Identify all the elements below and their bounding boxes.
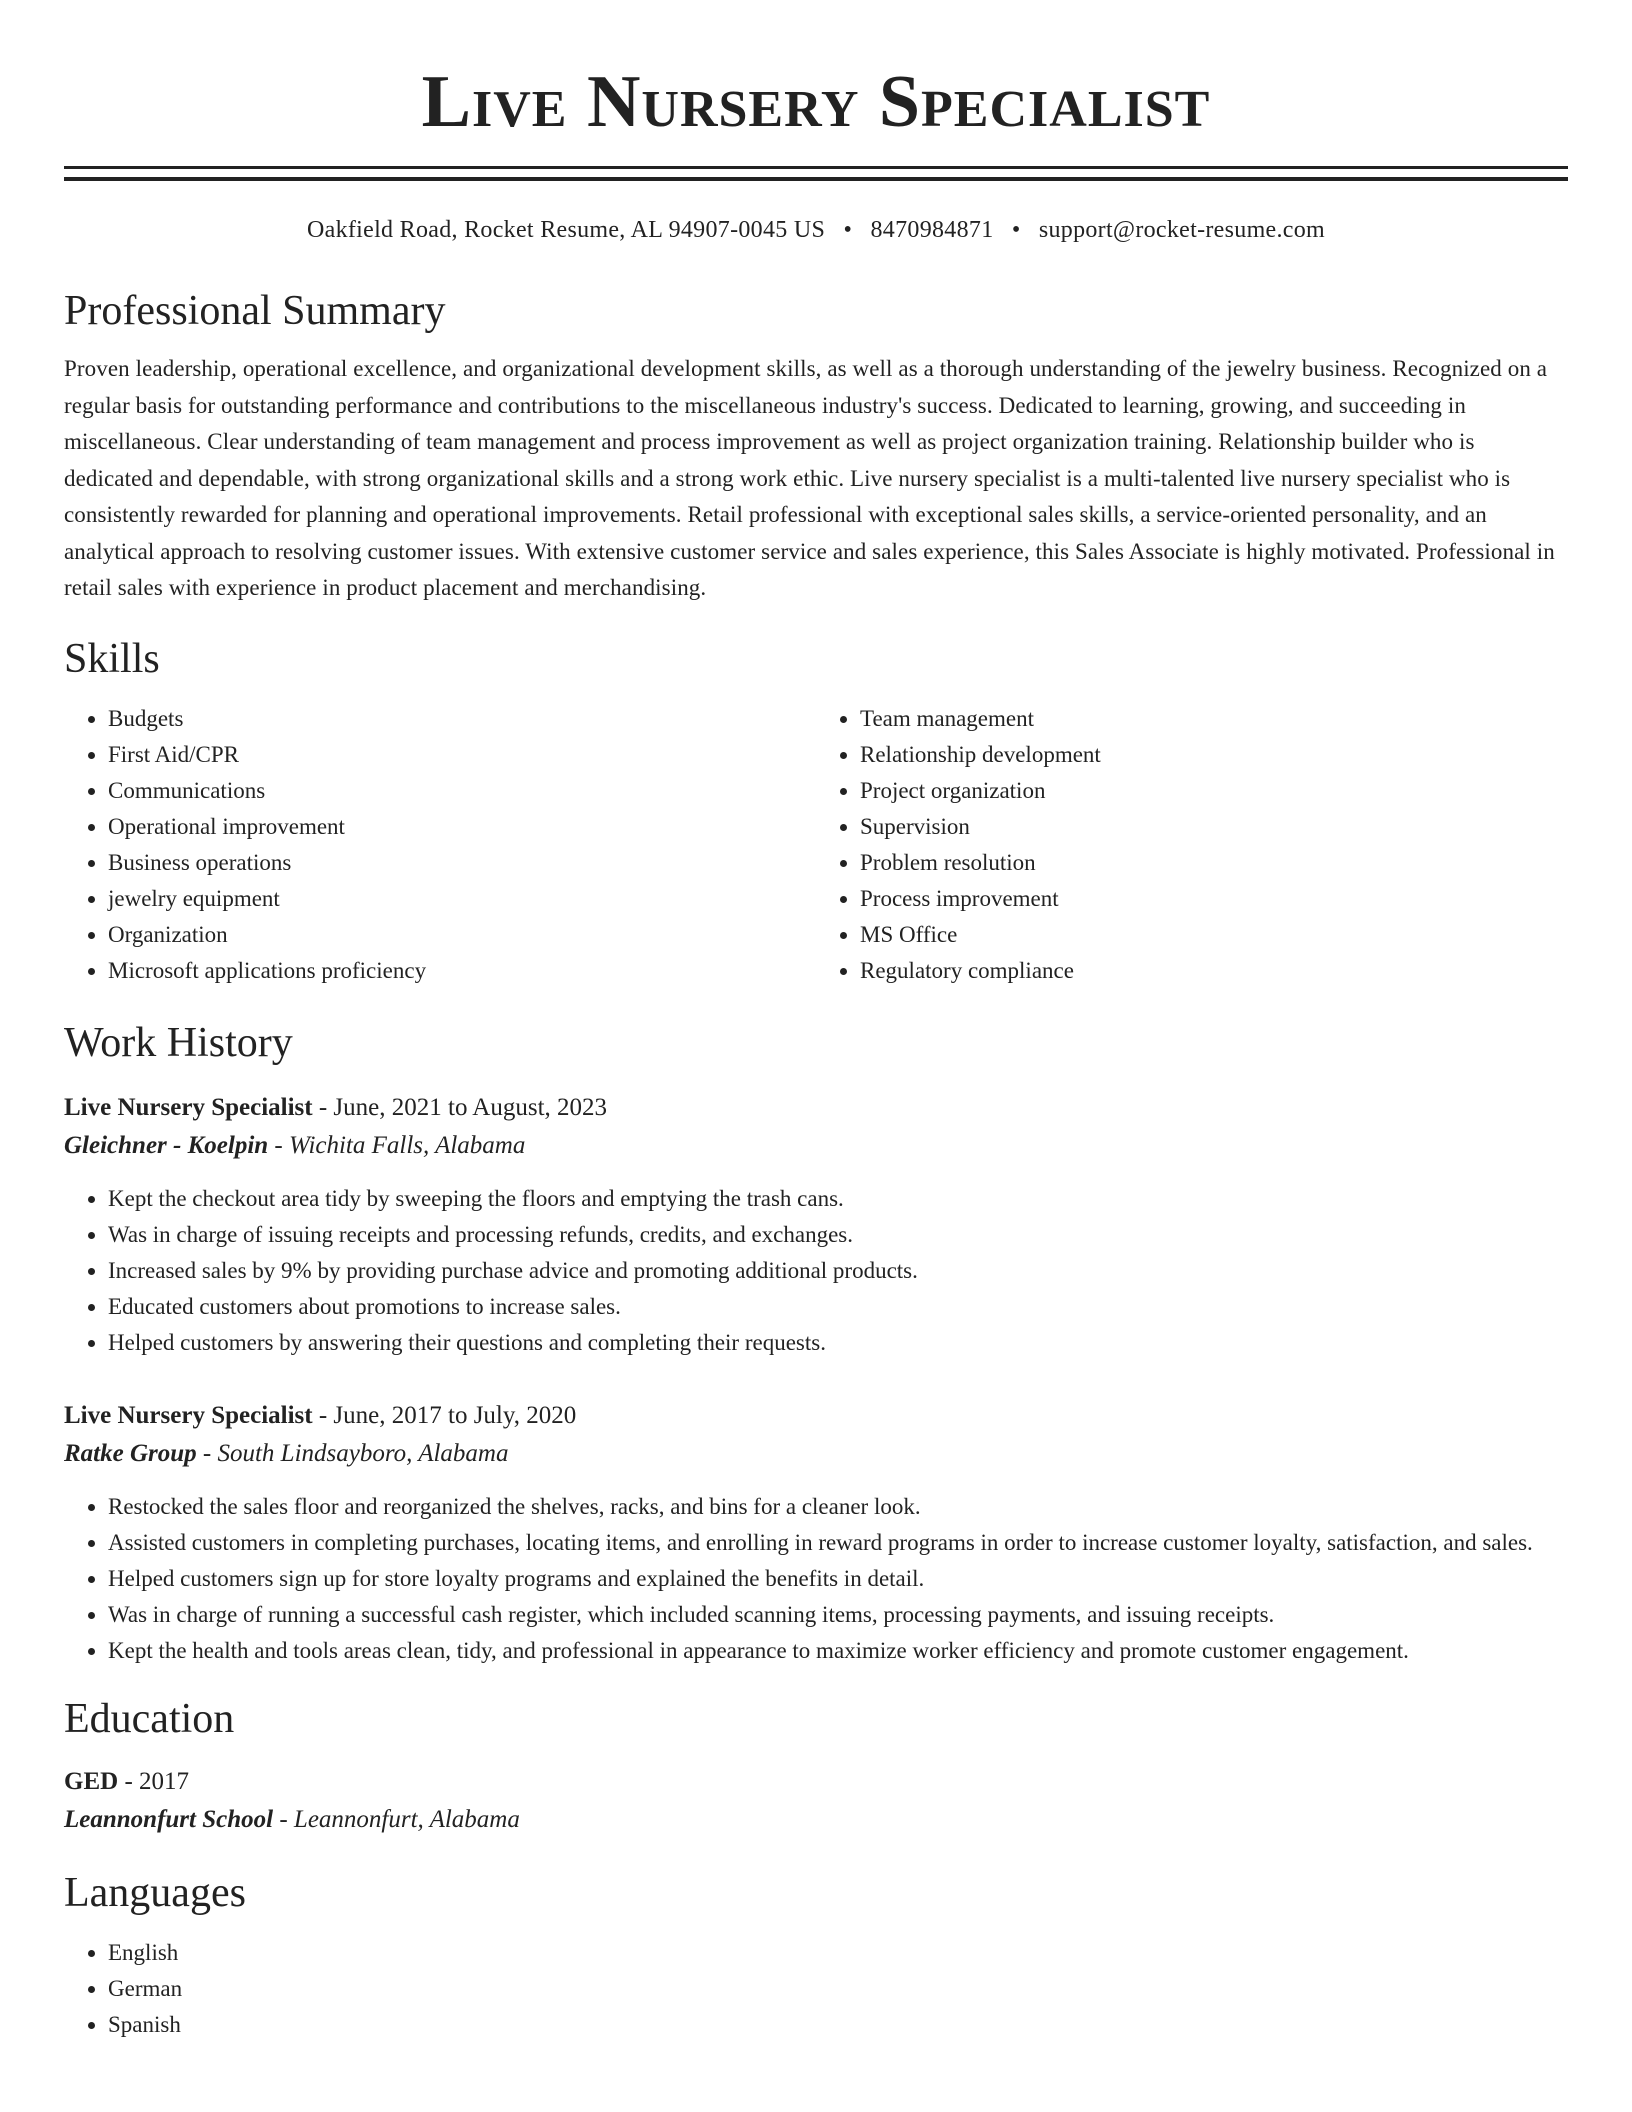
skill-item: • Process improvement bbox=[860, 881, 1568, 917]
job-duty: • Kept the checkout area tidy by sweeping the floors and emptying the trash cans. bbox=[108, 1181, 1568, 1217]
job-duty: • Kept the health and tools areas clean, tidy, and professional in appearance to maximize worker efficiency and promote customer engagement. bbox=[108, 1633, 1568, 1669]
job-duty: • Helped customers sign up for store loyalty programs and explained the benefits in detail. bbox=[108, 1561, 1568, 1597]
skill-item: • jewelry equipment bbox=[108, 881, 816, 917]
skill-item: • Supervision bbox=[860, 809, 1568, 845]
skill-item: • Communications bbox=[108, 773, 816, 809]
contact-separator: • bbox=[843, 217, 853, 243]
contact-phone: 8470984871 bbox=[870, 217, 994, 243]
job-duty: • Was in charge of issuing receipts and processing refunds, credits, and exchanges. bbox=[108, 1217, 1568, 1253]
skill-item: • Business operations bbox=[108, 845, 816, 881]
skill-item: • Microsoft applications proficiency bbox=[108, 953, 816, 989]
education-degree-line bbox=[64, 1763, 1568, 1801]
job-role: Live Nursery Specialist bbox=[64, 1093, 313, 1121]
job-company-line bbox=[64, 1127, 1568, 1165]
skills-heading: Skills bbox=[64, 635, 160, 682]
header-divider bbox=[64, 166, 1568, 181]
skill-item: • Team management bbox=[860, 701, 1568, 737]
skill-item: • MS Office bbox=[860, 917, 1568, 953]
job-title-line bbox=[64, 1089, 1568, 1127]
job-company-line bbox=[64, 1435, 1568, 1473]
skill-item: • Budgets bbox=[108, 701, 816, 737]
summary-text: Proven leadership, operational excellence, and organizational development skills, as well as a thorough understanding of the jewelry business. Recognized on a regular basis for outstanding performance and contributions to the miscellaneous industry's success. Dedicated to learning, growing, and succeeding in miscellaneous. Clear understanding of team management and process improvement as well as project organization training. Relationship builder who is dedicated and dependable, with strong organizational skills and a strong work ethic. Live nursery specialist is a multi-talented live nursery specialist who is consistently rewarded for planning and operational improvements. Retail professional with exceptional sales skills, a service-oriented personality, and an analytical approach to resolving customer issues. With extensive customer service and sales experience, this Sales Associate is highly motivated. Professional in retail sales with experience in product placement and merchandising. bbox=[64, 356, 1555, 600]
skill-item: • Relationship development bbox=[860, 737, 1568, 773]
contact-line bbox=[64, 213, 1568, 247]
education-degree: GED bbox=[64, 1767, 119, 1795]
job-title-line bbox=[64, 1397, 1568, 1435]
education-year: - 2017 bbox=[118, 1767, 190, 1795]
job-duties bbox=[64, 1181, 1568, 1361]
skill-item: • Problem resolution bbox=[860, 845, 1568, 881]
job-duties bbox=[64, 1489, 1568, 1669]
job-company: Gleichner - Koelpin bbox=[64, 1131, 269, 1159]
skills-list bbox=[64, 701, 1568, 989]
job-dates: - June, 2021 to August, 2023 bbox=[312, 1093, 608, 1121]
job-duty: • Helped customers by answering their questions and completing their requests. bbox=[108, 1325, 1568, 1361]
job-duty: • Restocked the sales floor and reorganized the shelves, racks, and bins for a cleaner look. bbox=[108, 1489, 1568, 1525]
skill-item: • Project organization bbox=[860, 773, 1568, 809]
summary-heading: Professional Summary bbox=[64, 288, 446, 334]
language-item: • Spanish bbox=[108, 2007, 1568, 2043]
candidate-name: Live Nursery Specialist bbox=[421, 61, 1211, 143]
skill-item: • Regulatory compliance bbox=[860, 953, 1568, 989]
education-school: Leannonfurt School bbox=[64, 1805, 274, 1833]
skill-item: • Operational improvement bbox=[108, 809, 816, 845]
skills-column-left bbox=[64, 701, 816, 989]
job-location: - Wichita Falls, Alabama bbox=[268, 1131, 526, 1159]
job-duty: • Educated customers about promotions to increase sales. bbox=[108, 1289, 1568, 1325]
languages-list bbox=[64, 1935, 1568, 2043]
job-location: - South Lindsayboro, Alabama bbox=[196, 1439, 509, 1467]
job-role: Live Nursery Specialist bbox=[64, 1401, 313, 1429]
job-dates: - June, 2017 to July, 2020 bbox=[312, 1401, 577, 1429]
skill-item: • First Aid/CPR bbox=[108, 737, 816, 773]
skill-item: • Organization bbox=[108, 917, 816, 953]
job-duty: • Was in charge of running a successful cash register, which included scanning items, processing payments, and issuing receipts. bbox=[108, 1597, 1568, 1633]
contact-separator: • bbox=[1011, 217, 1021, 243]
language-item: • English bbox=[108, 1935, 1568, 1971]
job-company: Ratke Group bbox=[64, 1439, 197, 1467]
contact-email: support@rocket-resume.com bbox=[1038, 217, 1326, 243]
education-heading: Education bbox=[64, 1695, 235, 1742]
work-history-heading: Work History bbox=[64, 1019, 293, 1066]
job-duty: • Assisted customers in completing purchases, locating items, and enrolling in reward programs in order to increase customer loyalty, satisfaction, and sales. bbox=[108, 1525, 1568, 1561]
job-entry bbox=[64, 1089, 1568, 1361]
education-school-line bbox=[64, 1801, 1568, 1839]
skills-column-right bbox=[816, 701, 1568, 989]
job-duty: • Increased sales by 9% by providing purchase advice and promoting additional products. bbox=[108, 1253, 1568, 1289]
language-item: • German bbox=[108, 1971, 1568, 2007]
job-entry bbox=[64, 1397, 1568, 1669]
education-location: - Leannonfurt, Alabama bbox=[273, 1805, 520, 1833]
contact-address: Oakfield Road, Rocket Resume, AL 94907-0045 US bbox=[306, 217, 826, 243]
languages-heading: Languages bbox=[64, 1869, 246, 1916]
education-entry bbox=[64, 1763, 1568, 1839]
